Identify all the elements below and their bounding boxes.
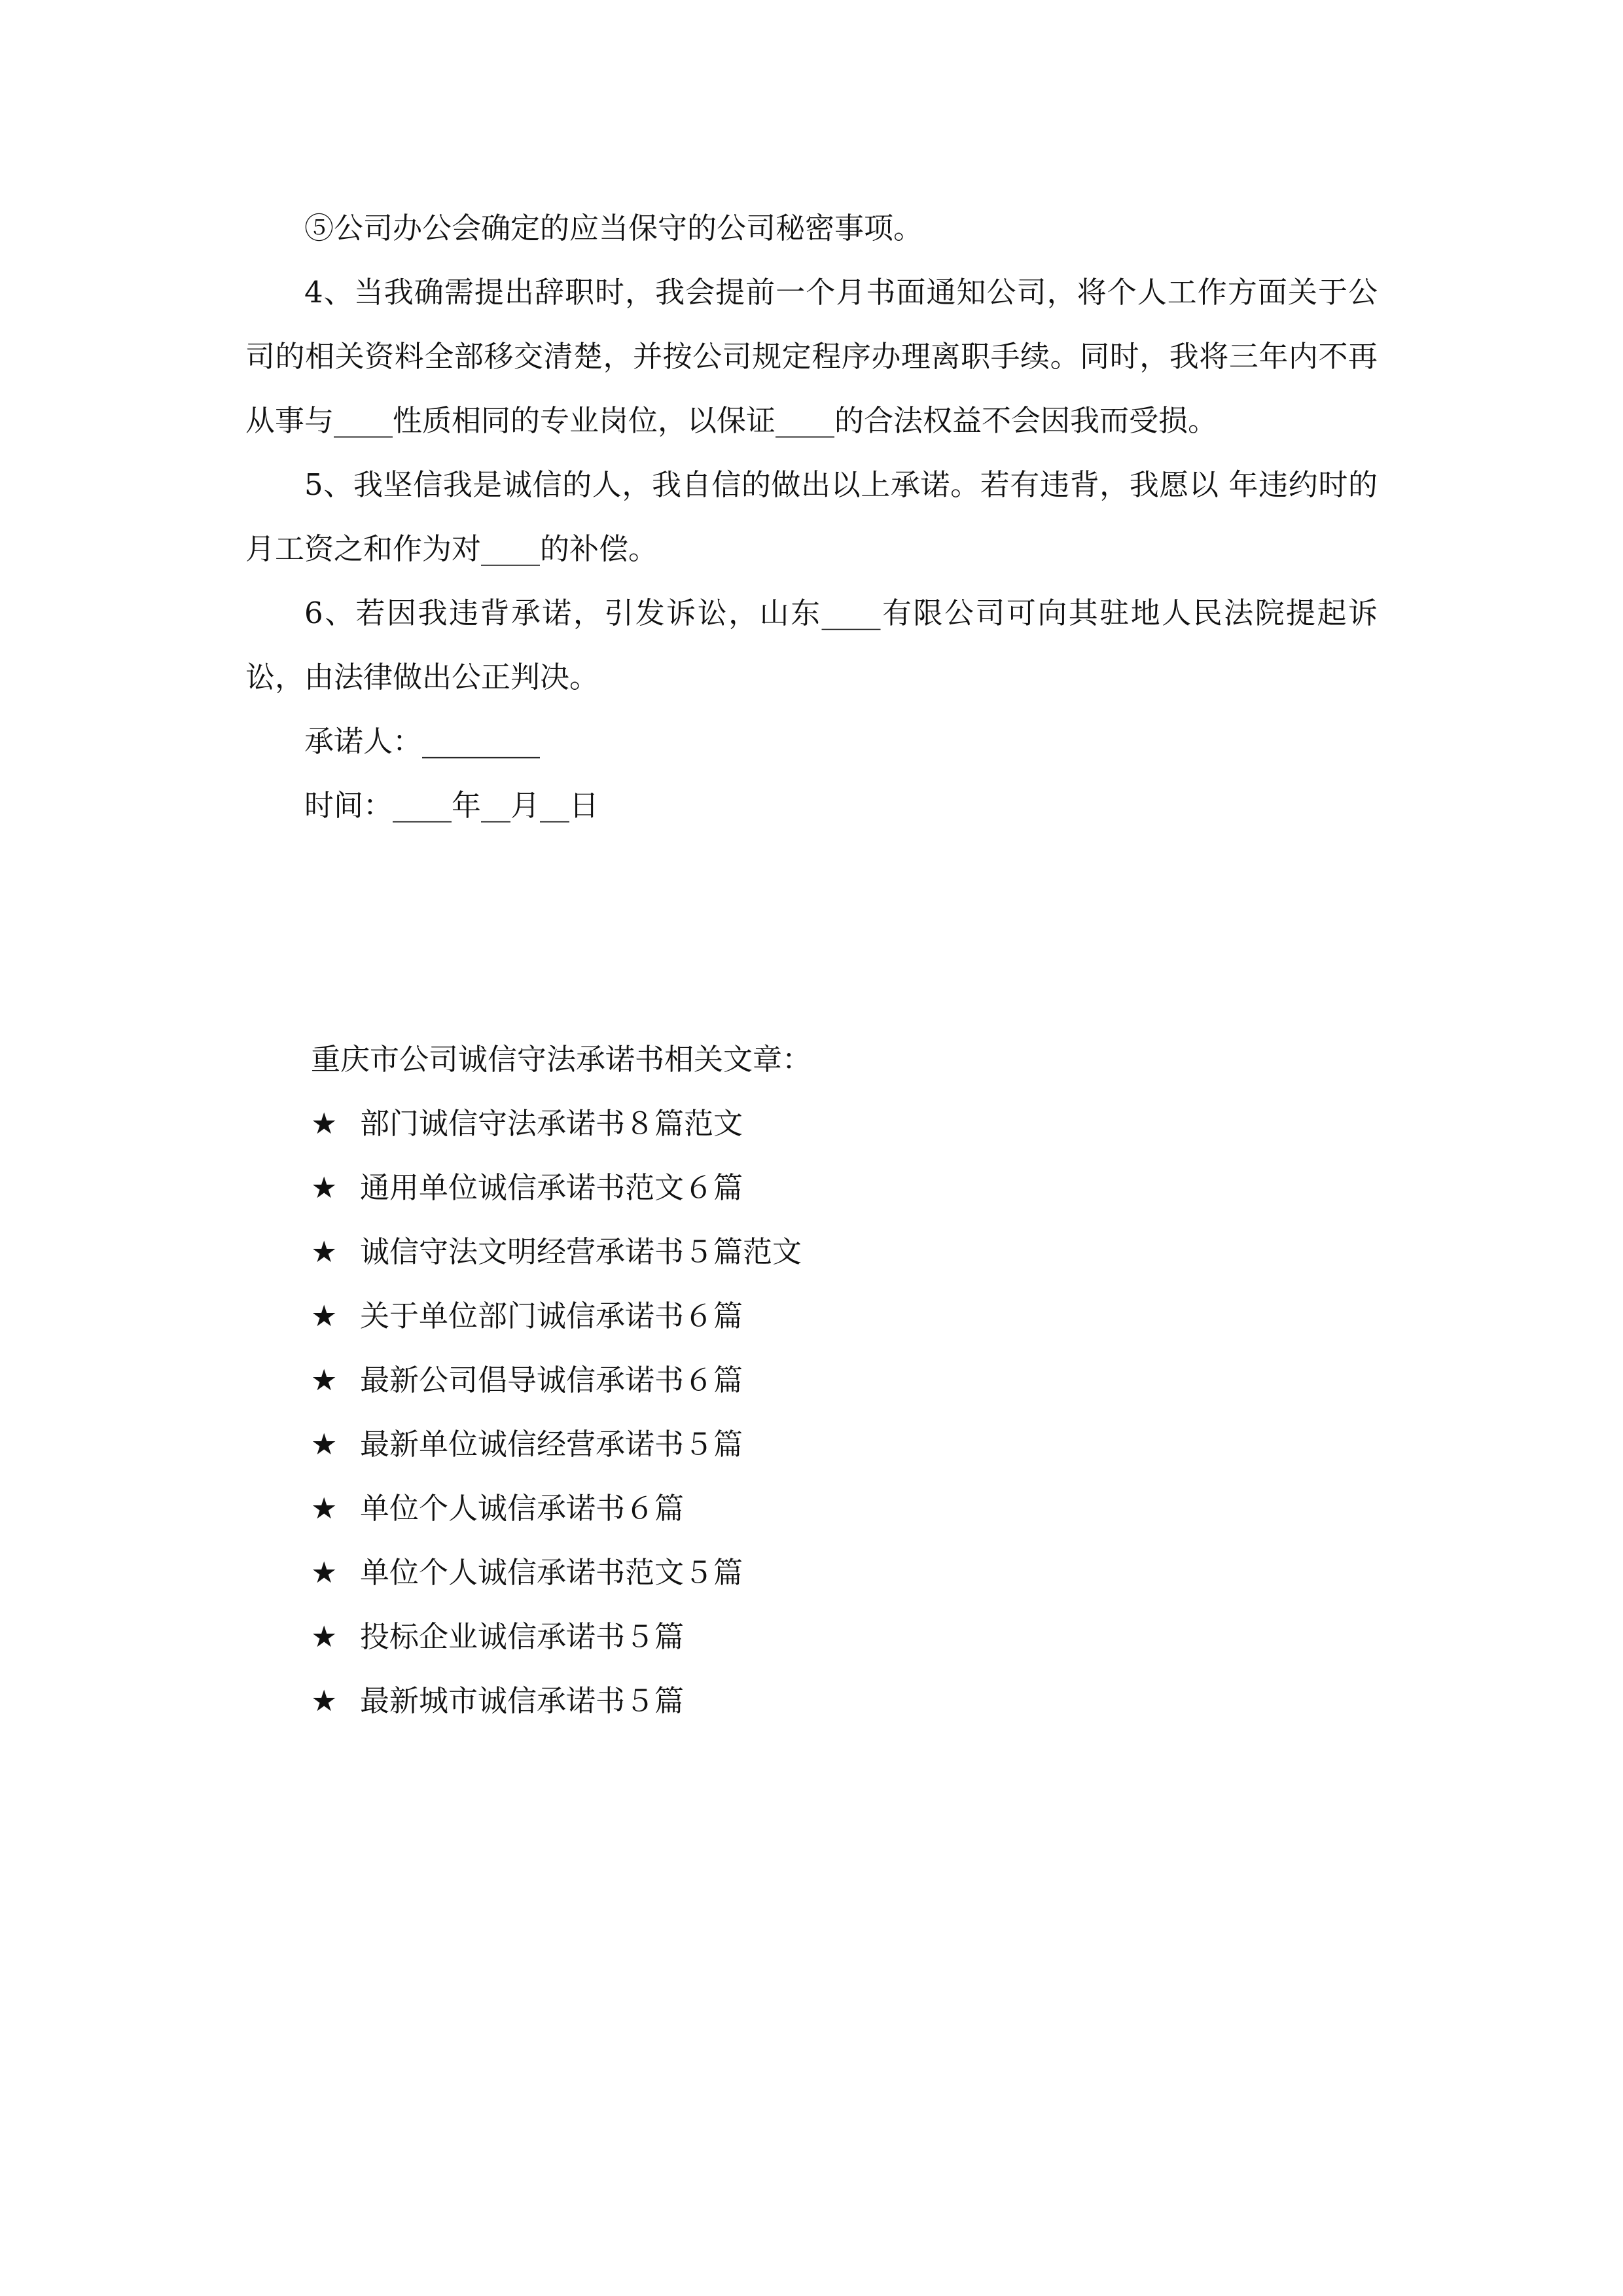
star-icon: ★	[311, 1170, 338, 1205]
related-article-link[interactable]: 单位个人诚信承诺书范文５篇	[360, 1555, 743, 1590]
related-article-link[interactable]: 单位个人诚信承诺书６篇	[360, 1491, 685, 1526]
star-icon: ★	[311, 1619, 338, 1654]
related-article-item[interactable]	[311, 1348, 1378, 1412]
star-icon: ★	[311, 1234, 338, 1269]
related-article-item[interactable]	[311, 1477, 1378, 1541]
date-line: 时间：____年__月__日	[304, 788, 599, 823]
related-articles-title: 重庆市公司诚信守法承诺书相关文章：	[311, 1042, 812, 1077]
related-article-link[interactable]: 投标企业诚信承诺书５篇	[360, 1619, 685, 1654]
related-article-link[interactable]: 最新城市诚信承诺书５篇	[360, 1683, 685, 1718]
paragraph-resignation: 4、当我确需提出辞职时，我会提前一个月书面通知公司，将个人工作方面关于公司的相关资料全部移交清楚，并按公司规定程序办理离职手续。同时，我将三年内不再从事与____性质相同的专业岗位，以保证____的合法权益不会因我而受损。	[245, 275, 1378, 438]
related-article-item[interactable]	[311, 1092, 1378, 1156]
related-article-item[interactable]	[311, 1220, 1378, 1284]
related-article-item[interactable]	[311, 1605, 1378, 1669]
star-icon: ★	[311, 1363, 338, 1397]
paragraph-integrity-pledge: 5、我坚信我是诚信的人，我自信的做出以上承诺。若有违背，我愿以 年违约时的月工资之和作为对____的补偿。	[245, 467, 1378, 566]
paragraph-confidential-matters: ⑤公司办公会确定的应当保守的公司秘密事项。	[304, 211, 923, 245]
related-article-item[interactable]	[311, 1284, 1378, 1348]
related-article-link[interactable]: 最新公司倡导诚信承诺书６篇	[360, 1363, 743, 1397]
related-articles	[311, 1028, 1378, 1733]
star-icon: ★	[311, 1683, 338, 1718]
related-article-link[interactable]: 通用单位诚信承诺书范文６篇	[360, 1170, 743, 1205]
related-article-item[interactable]	[311, 1156, 1378, 1220]
star-icon: ★	[311, 1491, 338, 1526]
related-articles-list	[311, 1092, 1378, 1733]
star-icon: ★	[311, 1106, 338, 1141]
paragraph-litigation: 6、若因我违背承诺，引发诉讼，山东____有限公司可向其驻地人民法院提起诉讼，由法律做出公正判决。	[245, 596, 1378, 694]
related-article-item[interactable]	[311, 1412, 1378, 1477]
related-article-item[interactable]	[311, 1669, 1378, 1733]
star-icon: ★	[311, 1555, 338, 1590]
related-article-link[interactable]: 诚信守法文明经营承诺书５篇范文	[360, 1234, 802, 1269]
related-article-link[interactable]: 最新单位诚信经营承诺书５篇	[360, 1427, 743, 1462]
signer-line: 承诺人：________	[304, 724, 541, 759]
related-article-item[interactable]	[311, 1541, 1378, 1605]
star-icon: ★	[311, 1427, 338, 1462]
related-article-link[interactable]: 关于单位部门诚信承诺书６篇	[360, 1299, 743, 1333]
commitment-body	[245, 196, 1378, 838]
related-article-link[interactable]: 部门诚信守法承诺书８篇范文	[360, 1106, 743, 1141]
star-icon: ★	[311, 1299, 338, 1333]
